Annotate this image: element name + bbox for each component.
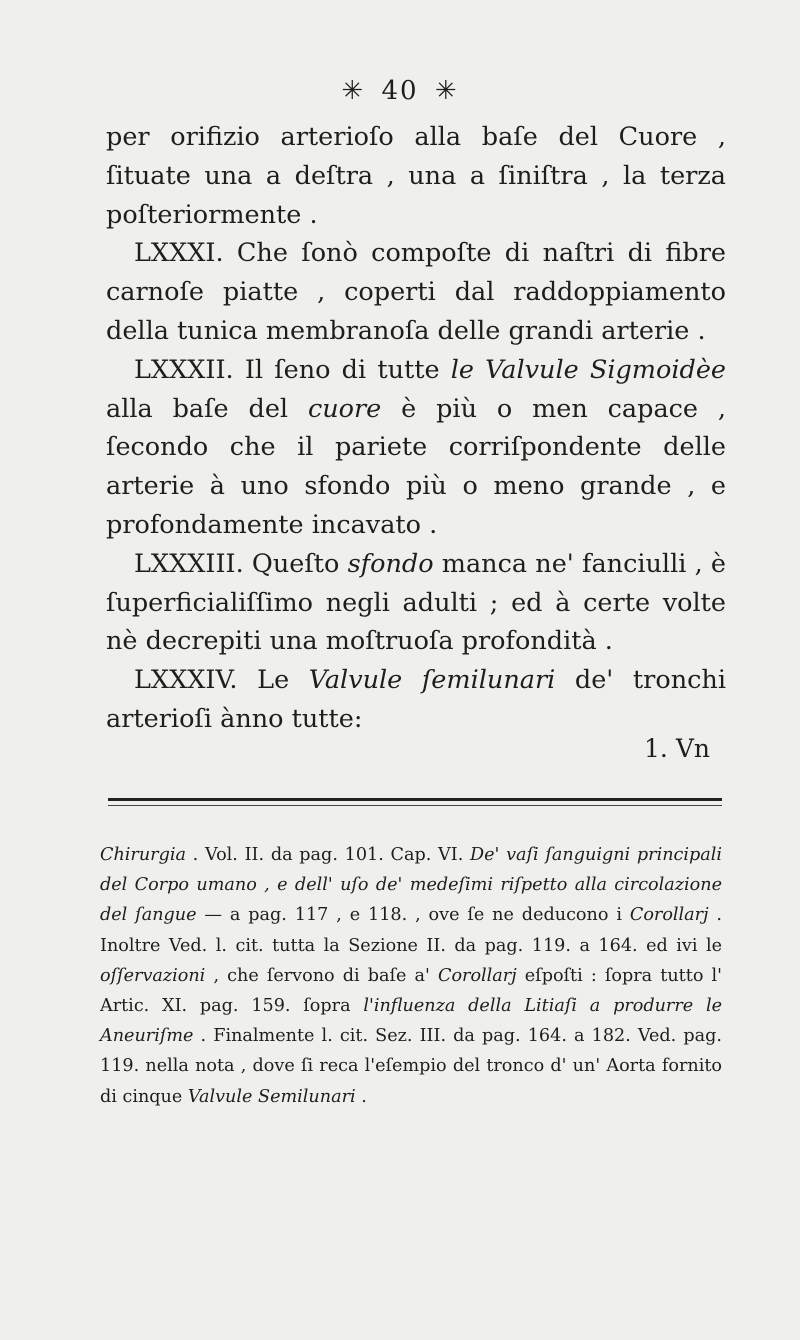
text-run: eſpoſti : ſopra tutto l' Artic. XI. pag. 159. ſopra [100,965,722,1017]
paragraph-continuation: per orifizio arterioſo alla baſe del Cuore , ſituate una a deſtra , una a ſiniſtra , la terza poſteriormente . [106,122,726,230]
footnote-rule-thin [108,805,722,806]
text-run: alla baſe del [106,393,308,424]
text-run: — a pag. 117 , e 118. , ove ſe ne deducono i [196,905,630,926]
page-number: 40 [381,76,419,106]
asterisk-ornament-left-icon: ✳ [341,76,366,106]
text-run: LXXXIII. Queſto [134,548,348,579]
italic-run: le Valvule Sigmoidèe [450,354,726,385]
text-run: è più o men capace , ſecondo che il pariete corriſpondente delle arterie à uno sfondo più o meno grande , e profondamente incavato . [106,393,726,540]
text-run: . Inoltre Ved. l. cit. tutta la Sezione II. da pag. 119. a 164. ed ivi le [100,905,723,956]
text-run: . Finalmente l. cit. Sez. III. da pag. 164. a 182. Ved. pag. 119. nella nota , dove ſi reca l'eſempio del tronco d' un' Aorta fornito di cinque [100,1026,722,1107]
main-text [106,118,726,739]
italic-run: De' vaſi ſanguigni principali del Corpo umano , e dell' uſo de' medeſimi riſpetto alla circolazione del ſangue [100,845,723,926]
italic-run: Chirurgia [100,845,186,865]
italic-run: cuore [307,393,382,424]
italic-run: Valvule Semilunari [187,1086,356,1107]
paragraph-lxxxiv [106,661,726,739]
text-run: , che ſervono di baſe a' [205,965,438,986]
italic-run: Corollarj [629,905,709,926]
text-run: manca ne' fanciulli , è ſuperficialiſſimo negli adulti ; ed à certe volte nè decrepiti una moſtruoſa profondità . [106,548,726,657]
text-run: . [355,1086,367,1107]
page-header [0,76,800,106]
italic-run: sfondo [347,548,434,579]
text-run: LXXXII. Il ſeno di tutte [134,354,451,385]
italic-run: Corollarj [437,965,517,986]
italic-run: Valvule ſemilunari [308,665,556,696]
footnote [100,840,722,1112]
catchword: 1. Vn [644,734,710,763]
italic-run: oſſervazioni [100,965,206,986]
text-run: LXXXIV. Le [134,665,309,696]
paragraph-lxxxi: LXXXI. Che ſonò compoſte di naſtri di fibre carnoſe piatte , coperti dal raddoppiamento della tunica membranoſa delle grandi arterie . [106,238,726,346]
paragraph-lxxxiii [106,545,726,661]
footnote-rule [108,798,722,801]
italic-run: l'influenza della Litiaſi a produrre le Aneuriſme [100,996,722,1047]
footnote-paragraph [100,840,722,1112]
text-run: . Vol. II. da pag. 101. Cap. VI. [185,845,471,865]
text-run: de' tronchi arterioſi ànno tutte: [106,665,726,734]
paragraph-lxxxii [106,351,726,545]
asterisk-ornament-right-icon: ✳ [434,76,459,106]
